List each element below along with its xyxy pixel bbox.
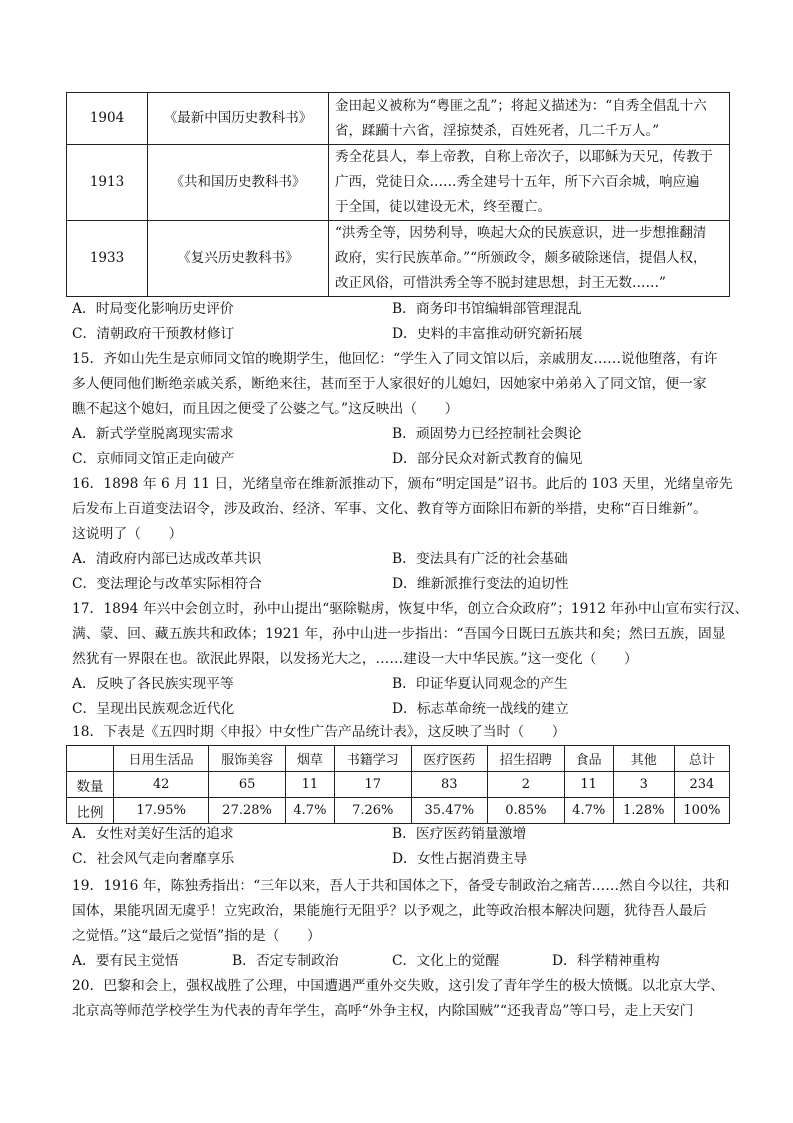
q15-option-a: A．新式学堂脱离现实需求	[72, 426, 234, 442]
description-line: 省，蹂躏十六省，淫掠焚杀，百姓死者，几二千万人。”	[335, 122, 660, 139]
q18-option-d: D．女性占据消费主导	[392, 851, 528, 867]
q16-stem-line: 后发布上百道变法诏令，涉及政治、经济、军事、文化、教育等方面除旧布新的举措，史称“百日维新”。	[72, 501, 707, 517]
header-cell: 书籍学习	[334, 746, 411, 772]
table-row	[67, 93, 730, 145]
description-cell	[329, 145, 730, 221]
header-cell: 服饰美容	[209, 746, 286, 772]
count-cell: 11	[564, 772, 613, 798]
q15-stem-line: 瞧不起这个媳妇，而且因之便受了公婆之气。”这反映出（ ）	[72, 401, 459, 417]
q19-option-a: A．要有民主觉悟	[72, 953, 179, 969]
q17-option-b: B．印证华夏认同观念的产生	[392, 676, 568, 692]
q16-option-d: D．维新派推行变法的迫切性	[392, 576, 569, 592]
q17-stem-line: 满、蒙、回、藏五族共和政体；1921 年，孙中山进一步指出：“吾国今日既曰五族共和矣；然曰五族，固显	[72, 626, 726, 642]
table-row	[67, 798, 730, 824]
advertisement-stats-table	[66, 745, 730, 824]
table-row	[67, 772, 730, 798]
count-cell: 3	[613, 772, 674, 798]
ratio-cell: 1.28%	[613, 798, 674, 824]
count-cell: 234	[674, 772, 729, 798]
count-cell: 65	[209, 772, 286, 798]
header-cell: 其他	[613, 746, 674, 772]
textbook-comparison-table	[66, 92, 730, 297]
description-line: 于全国，徒以建设无术，终至覆亡。	[335, 199, 551, 215]
description-line: “洪秀全等，因势利导，唤起大众的民族意识，进一步想推翻清	[335, 225, 707, 241]
count-cell: 42	[114, 772, 209, 798]
ratio-cell: 4.7%	[285, 798, 334, 824]
corner-cell	[67, 746, 114, 772]
q16-stem-line: 16．1898 年 6 月 11 日，光绪皇帝在维新派推动下，颁布“明定国是”诏书。此后的 103 天里，光绪皇帝先	[72, 476, 733, 492]
count-cell: 11	[285, 772, 334, 798]
q14-option-b: B．商务印书馆编辑部管理混乱	[392, 301, 582, 317]
ratio-cell: 7.26%	[334, 798, 411, 824]
q16-option-b: B．变法具有广泛的社会基础	[392, 551, 568, 567]
book-cell: 《共和国历史教科书》	[148, 145, 329, 221]
description-line: 改正风俗，可惜洪秀全等不脱封建思想，封王无数……”	[335, 275, 666, 291]
q15-stem-line: 多人便同他们断绝亲戚关系，断绝来往，甚而至于人家很好的儿媳妇，因她家中弟弟入了同文馆，便一家	[72, 376, 707, 392]
description-line: 广西，党徒日众……秀全建号十五年，所下六百余城，响应遍	[335, 174, 700, 190]
q19-option-b: B．否定专制政治	[232, 953, 339, 969]
ratio-cell: 35.47%	[411, 798, 488, 824]
year-cell: 1933	[67, 221, 148, 297]
description-line: 金田起义被称为“粤匪之乱”；将起义描述为：“自秀全倡乱十六	[335, 97, 707, 114]
ratio-cell: 17.95%	[114, 798, 209, 824]
ratio-cell: 27.28%	[209, 798, 286, 824]
q20-stem-line: 北京高等师范学校学生为代表的青年学生，高呼“外争主权，内除国贼”“还我青岛”等口号，走上天安门	[72, 1003, 694, 1019]
book-cell: 《复兴历史教科书》	[148, 221, 329, 297]
q19-option-d: D．科学精神重构	[552, 953, 660, 969]
header-cell: 烟草	[285, 746, 334, 772]
description-cell	[329, 221, 730, 297]
header-cell: 医疗医药	[411, 746, 488, 772]
q18-option-b: B．医疗医药销量激增	[392, 826, 527, 842]
year-cell: 1904	[67, 93, 148, 145]
table-row	[67, 221, 730, 297]
year-cell: 1913	[67, 145, 148, 221]
book-cell: 《最新中国历史教科书》	[148, 93, 329, 145]
q19-stem-line: 19．1916 年，陈独秀指出：“三年以来，吾人于共和国体之下，备受专制政治之痛苦……然自今以往，共和	[72, 878, 730, 894]
q20-stem-line: 20．巴黎和会上，强权战胜了公理，中国遭遇严重外交失败，这引发了青年学生的极大愤慨。以北京大学、	[72, 978, 725, 994]
q17-option-d: D．标志革命统一战线的建立	[392, 701, 569, 717]
count-cell: 2	[488, 772, 565, 798]
q18-option-c: C．社会风气走向奢靡享乐	[72, 851, 235, 867]
q16-option-c: C．变法理论与改革实际相符合	[72, 576, 262, 592]
description-line: 政府，实行民族革命。”“所颁政令，颇多破除迷信，提倡人权，	[335, 250, 707, 266]
description-cell	[329, 93, 730, 145]
q16-stem-line: 这说明了（ ）	[72, 526, 183, 542]
header-cell: 食品	[564, 746, 613, 772]
header-cell: 总计	[674, 746, 729, 772]
table-row	[67, 746, 730, 772]
q17-option-c: C．呈现出民族观念近代化	[72, 701, 235, 717]
header-cell: 日用生活品	[114, 746, 209, 772]
q15-option-d: D．部分民众对新式教育的偏见	[392, 451, 583, 467]
ratio-cell: 0.85%	[488, 798, 565, 824]
ratio-cell: 100%	[674, 798, 729, 824]
q16-option-a: A．清政府内部已达成改革共识	[72, 551, 262, 567]
q15-option-b: B．顽固势力已经控制社会舆论	[392, 426, 582, 442]
q17-option-a: A．反映了各民族实现平等	[72, 676, 234, 692]
q18-option-a: A．女性对美好生活的追求	[72, 826, 234, 842]
q15-stem-line: 15．齐如山先生是京师同文馆的晚期学生，他回忆：“学生入了同文馆以后，亲戚朋友……说他堕落，有许	[72, 351, 718, 367]
q19-stem-line: 之觉悟。”这“最后之觉悟”指的是（ ）	[72, 928, 321, 944]
count-cell: 17	[334, 772, 411, 798]
count-cell: 83	[411, 772, 488, 798]
q15-option-c: C．京师同文馆正走向破产	[72, 451, 235, 467]
q19-stem-line: 国体，果能巩固无虞乎！立宪政治，果能施行无阻乎？以予观之，此等政治根本解决问题，犹待吾人最后	[72, 903, 707, 919]
row-label-cell: 比例	[67, 798, 114, 824]
q14-option-a: A．时局变化影响历史评价	[72, 301, 234, 317]
q18-stem: 18．下表是《五四时期〈申报〉中女性广告产品统计表》，这反映了当时（ ）	[72, 724, 566, 740]
q14-option-d: D．史料的丰富推动研究新拓展	[392, 326, 583, 342]
q14-option-c: C．清朝政府干预教材修订	[72, 326, 235, 342]
q19-option-c: C．文化上的觉醒	[392, 953, 500, 969]
q17-stem-line: 17．1894 年兴中会创立时，孙中山提出“驱除鞑虏，恢复中华，创立合众政府”；1912 年孙中山宣布实行汉、	[72, 601, 749, 617]
ratio-cell: 4.7%	[564, 798, 613, 824]
row-label-cell: 数量	[67, 772, 114, 798]
header-cell: 招生招聘	[488, 746, 565, 772]
q17-stem-line: 然犹有一界限在也。欲泯此界限，以发扬光大之，……建设一大中华民族。”这一变化（ ）	[72, 651, 638, 667]
table-row	[67, 145, 730, 221]
description-line: 秀全花县人，奉上帝教，自称上帝次子，以耶稣为天兄，传教于	[335, 149, 713, 165]
